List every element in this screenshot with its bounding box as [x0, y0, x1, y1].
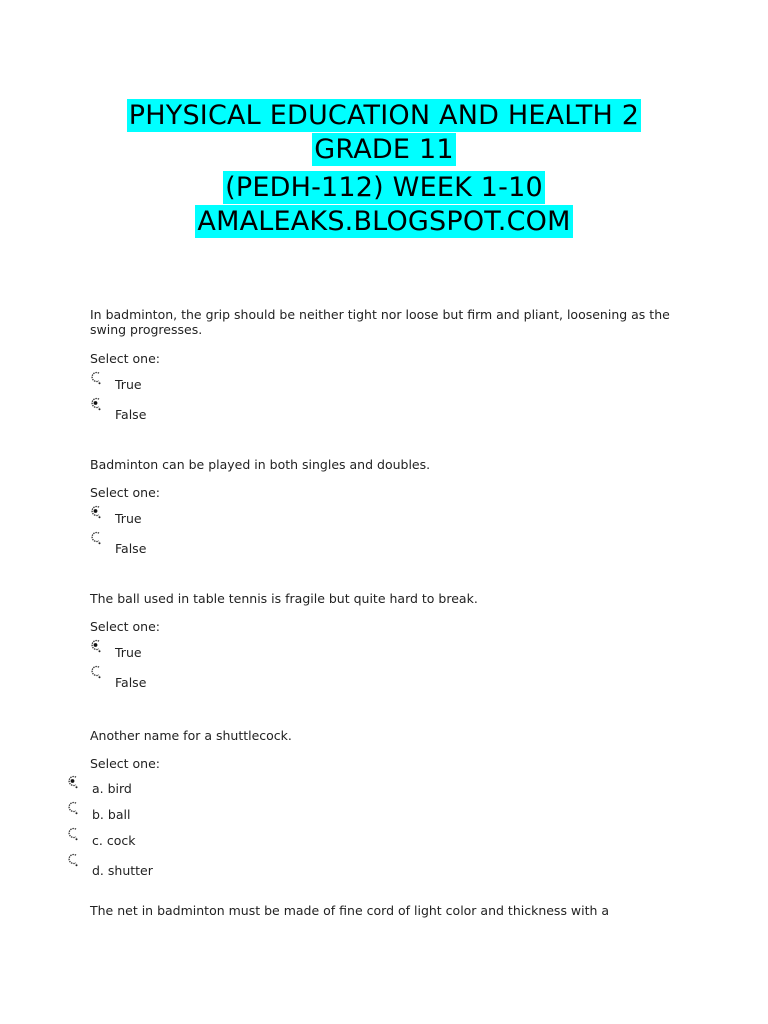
select-one-label: Select one: [90, 485, 161, 500]
option-label-d: d. shutter [92, 863, 153, 878]
radio-button-a[interactable] [67, 775, 79, 789]
radio-unchecked-icon [90, 665, 102, 679]
question-4 [90, 728, 690, 743]
option-label-false: False [115, 675, 147, 690]
radio-button-c[interactable] [67, 827, 79, 841]
radio-unchecked-icon [90, 371, 102, 385]
title-line-2: GRADE 11 [314, 134, 454, 165]
option-label-false: False [115, 541, 147, 556]
radio-button-b[interactable] [67, 801, 79, 815]
radio-button-false[interactable] [90, 665, 102, 679]
question-1 [90, 307, 690, 337]
select-one-label: Select one: [90, 619, 161, 634]
radio-button-true[interactable] [90, 639, 102, 653]
radio-checked-icon [90, 397, 102, 411]
question-3 [90, 591, 690, 606]
radio-checked-icon [90, 639, 102, 653]
option-label-b: b. ball [92, 807, 131, 822]
document-title [0, 99, 768, 239]
option-label-true: True [115, 377, 142, 392]
option-label-true: True [115, 645, 142, 660]
radio-button-true[interactable] [90, 371, 102, 385]
question-text: The ball used in table tennis is fragile but quite hard to break. [90, 591, 478, 606]
title-line-1: PHYSICAL EDUCATION AND HEALTH 2 [128, 100, 640, 131]
title-line-4: AMALEAKS.BLOGSPOT.COM [197, 206, 571, 237]
question-text: In badminton, the grip should be neither tight nor loose but firm and pliant, loosening as the swing progresses. [90, 307, 670, 337]
radio-button-false[interactable] [90, 397, 102, 411]
question-5 [90, 903, 690, 918]
question-text: Badminton can be played in both singles and doubles. [90, 457, 431, 472]
radio-button-true[interactable] [90, 505, 102, 519]
radio-unchecked-icon [67, 853, 79, 867]
radio-unchecked-icon [67, 801, 79, 815]
option-label-false: False [115, 407, 147, 422]
option-label-a: a. bird [92, 781, 132, 796]
radio-unchecked-icon [67, 827, 79, 841]
title-line-3: (PEDH-112) WEEK 1-10 [225, 172, 543, 203]
option-label-true: True [115, 511, 142, 526]
radio-button-d[interactable] [67, 853, 79, 867]
question-text: The net in badminton must be made of fine cord of light color and thickness with a [90, 903, 610, 918]
question-text: Another name for a shuttlecock. [90, 728, 292, 743]
radio-unchecked-icon [90, 531, 102, 545]
select-one-label: Select one: [90, 756, 161, 771]
radio-checked-icon [67, 775, 79, 789]
radio-button-false[interactable] [90, 531, 102, 545]
question-2 [90, 457, 690, 472]
select-one-label: Select one: [90, 351, 161, 366]
radio-checked-icon [90, 505, 102, 519]
option-label-c: c. cock [92, 833, 136, 848]
